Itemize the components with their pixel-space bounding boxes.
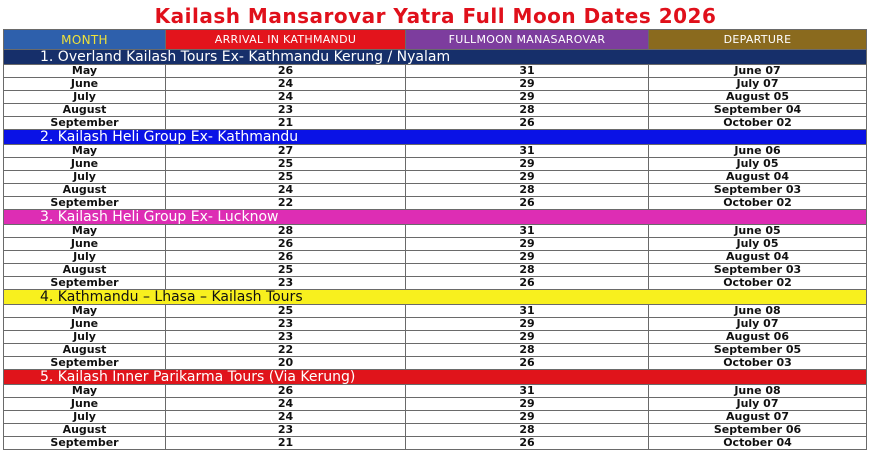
section-header-3 xyxy=(4,210,867,225)
cell-month: September xyxy=(4,277,166,290)
column-header-fullmoon: FULLMOON MANASAROVAR xyxy=(406,30,649,50)
section-title: 2. Kailash Heli Group Ex- Kathmandu xyxy=(4,130,867,145)
cell-arrival: 23 xyxy=(166,331,406,344)
cell-month: August xyxy=(4,104,166,117)
cell-fullmoon: 29 xyxy=(406,318,649,331)
cell-arrival: 26 xyxy=(166,251,406,264)
cell-month: August xyxy=(4,264,166,277)
table-row xyxy=(4,197,867,210)
cell-fullmoon: 26 xyxy=(406,357,649,370)
schedule-table xyxy=(3,29,867,450)
cell-month: May xyxy=(4,145,166,158)
cell-departure: June 08 xyxy=(649,305,867,318)
cell-departure: October 02 xyxy=(649,117,867,130)
cell-arrival: 22 xyxy=(166,197,406,210)
table-row xyxy=(4,171,867,184)
cell-fullmoon: 29 xyxy=(406,251,649,264)
cell-arrival: 25 xyxy=(166,158,406,171)
cell-fullmoon: 29 xyxy=(406,171,649,184)
cell-departure: October 04 xyxy=(649,437,867,450)
table-row xyxy=(4,251,867,264)
cell-fullmoon: 29 xyxy=(406,411,649,424)
section-header-2 xyxy=(4,130,867,145)
table-row xyxy=(4,158,867,171)
section-title: 3. Kailash Heli Group Ex- Lucknow xyxy=(4,210,867,225)
cell-departure: July 05 xyxy=(649,158,867,171)
cell-month: September xyxy=(4,437,166,450)
cell-departure: August 07 xyxy=(649,411,867,424)
cell-month: August xyxy=(4,184,166,197)
cell-departure: August 04 xyxy=(649,251,867,264)
cell-arrival: 28 xyxy=(166,225,406,238)
table-row xyxy=(4,385,867,398)
cell-month: July xyxy=(4,331,166,344)
cell-fullmoon: 26 xyxy=(406,437,649,450)
section-header-1 xyxy=(4,50,867,65)
cell-fullmoon: 28 xyxy=(406,424,649,437)
cell-fullmoon: 28 xyxy=(406,264,649,277)
table-row xyxy=(4,424,867,437)
cell-month: May xyxy=(4,385,166,398)
cell-fullmoon: 31 xyxy=(406,225,649,238)
cell-fullmoon: 26 xyxy=(406,117,649,130)
cell-fullmoon: 29 xyxy=(406,158,649,171)
cell-fullmoon: 28 xyxy=(406,104,649,117)
page-title: Kailash Mansarovar Yatra Full Moon Dates 2026 xyxy=(154,4,717,28)
cell-arrival: 27 xyxy=(166,145,406,158)
cell-month: June xyxy=(4,238,166,251)
cell-departure: September 03 xyxy=(649,264,867,277)
cell-arrival: 26 xyxy=(166,65,406,78)
cell-arrival: 20 xyxy=(166,357,406,370)
table-row xyxy=(4,277,867,290)
cell-month: July xyxy=(4,91,166,104)
cell-fullmoon: 29 xyxy=(406,398,649,411)
cell-arrival: 23 xyxy=(166,277,406,290)
column-header-departure: DEPARTURE xyxy=(649,30,867,50)
cell-month: May xyxy=(4,225,166,238)
cell-departure: September 06 xyxy=(649,424,867,437)
cell-month: June xyxy=(4,78,166,91)
cell-fullmoon: 29 xyxy=(406,91,649,104)
cell-fullmoon: 31 xyxy=(406,385,649,398)
cell-departure: August 06 xyxy=(649,331,867,344)
cell-fullmoon: 26 xyxy=(406,277,649,290)
table-row xyxy=(4,411,867,424)
cell-month: June xyxy=(4,158,166,171)
section-title: 4. Kathmandu – Lhasa – Kailash Tours xyxy=(4,290,867,305)
cell-month: July xyxy=(4,411,166,424)
cell-departure: October 02 xyxy=(649,277,867,290)
cell-fullmoon: 26 xyxy=(406,197,649,210)
table-row xyxy=(4,225,867,238)
table-row xyxy=(4,78,867,91)
cell-arrival: 22 xyxy=(166,344,406,357)
table-row xyxy=(4,357,867,370)
cell-departure: July 07 xyxy=(649,78,867,91)
cell-arrival: 25 xyxy=(166,264,406,277)
cell-arrival: 23 xyxy=(166,318,406,331)
cell-arrival: 23 xyxy=(166,424,406,437)
cell-fullmoon: 28 xyxy=(406,344,649,357)
cell-departure: June 05 xyxy=(649,225,867,238)
cell-departure: October 03 xyxy=(649,357,867,370)
table-row xyxy=(4,117,867,130)
table-row xyxy=(4,398,867,411)
cell-arrival: 21 xyxy=(166,117,406,130)
cell-month: September xyxy=(4,197,166,210)
cell-arrival: 24 xyxy=(166,91,406,104)
cell-fullmoon: 31 xyxy=(406,65,649,78)
cell-month: June xyxy=(4,398,166,411)
section-header-5 xyxy=(4,370,867,385)
cell-fullmoon: 29 xyxy=(406,238,649,251)
cell-arrival: 21 xyxy=(166,437,406,450)
cell-departure: June 06 xyxy=(649,145,867,158)
column-header-month: MONTH xyxy=(4,30,166,50)
table-row xyxy=(4,91,867,104)
cell-arrival: 23 xyxy=(166,104,406,117)
section-title: 1. Overland Kailash Tours Ex- Kathmandu Kerung / Nyalam xyxy=(4,50,867,65)
cell-departure: June 08 xyxy=(649,385,867,398)
cell-fullmoon: 29 xyxy=(406,78,649,91)
cell-month: May xyxy=(4,305,166,318)
cell-arrival: 24 xyxy=(166,398,406,411)
cell-departure: October 02 xyxy=(649,197,867,210)
header-row xyxy=(4,30,867,50)
cell-month: September xyxy=(4,357,166,370)
cell-month: July xyxy=(4,251,166,264)
cell-fullmoon: 31 xyxy=(406,145,649,158)
table-row xyxy=(4,184,867,197)
cell-departure: August 04 xyxy=(649,171,867,184)
cell-arrival: 24 xyxy=(166,184,406,197)
column-header-arrival: ARRIVAL IN KATHMANDU xyxy=(166,30,406,50)
cell-month: September xyxy=(4,117,166,130)
section-header-4 xyxy=(4,290,867,305)
table-row xyxy=(4,238,867,251)
table-row xyxy=(4,305,867,318)
table-row xyxy=(4,145,867,158)
cell-departure: September 03 xyxy=(649,184,867,197)
table-row xyxy=(4,65,867,78)
table-row xyxy=(4,437,867,450)
section-title: 5. Kailash Inner Parikarma Tours (Via Kerung) xyxy=(4,370,867,385)
table-row xyxy=(4,264,867,277)
table-row xyxy=(4,344,867,357)
cell-departure: June 07 xyxy=(649,65,867,78)
cell-arrival: 26 xyxy=(166,238,406,251)
cell-arrival: 26 xyxy=(166,385,406,398)
table-row xyxy=(4,331,867,344)
cell-arrival: 24 xyxy=(166,78,406,91)
table-row xyxy=(4,318,867,331)
cell-arrival: 24 xyxy=(166,411,406,424)
cell-fullmoon: 28 xyxy=(406,184,649,197)
cell-departure: September 04 xyxy=(649,104,867,117)
cell-arrival: 25 xyxy=(166,171,406,184)
cell-month: July xyxy=(4,171,166,184)
cell-month: August xyxy=(4,424,166,437)
cell-month: May xyxy=(4,65,166,78)
cell-arrival: 25 xyxy=(166,305,406,318)
cell-departure: July 05 xyxy=(649,238,867,251)
table-row xyxy=(4,104,867,117)
cell-month: June xyxy=(4,318,166,331)
cell-fullmoon: 29 xyxy=(406,331,649,344)
cell-departure: July 07 xyxy=(649,398,867,411)
cell-fullmoon: 31 xyxy=(406,305,649,318)
cell-departure: August 05 xyxy=(649,91,867,104)
cell-month: August xyxy=(4,344,166,357)
cell-departure: September 05 xyxy=(649,344,867,357)
cell-departure: July 07 xyxy=(649,318,867,331)
